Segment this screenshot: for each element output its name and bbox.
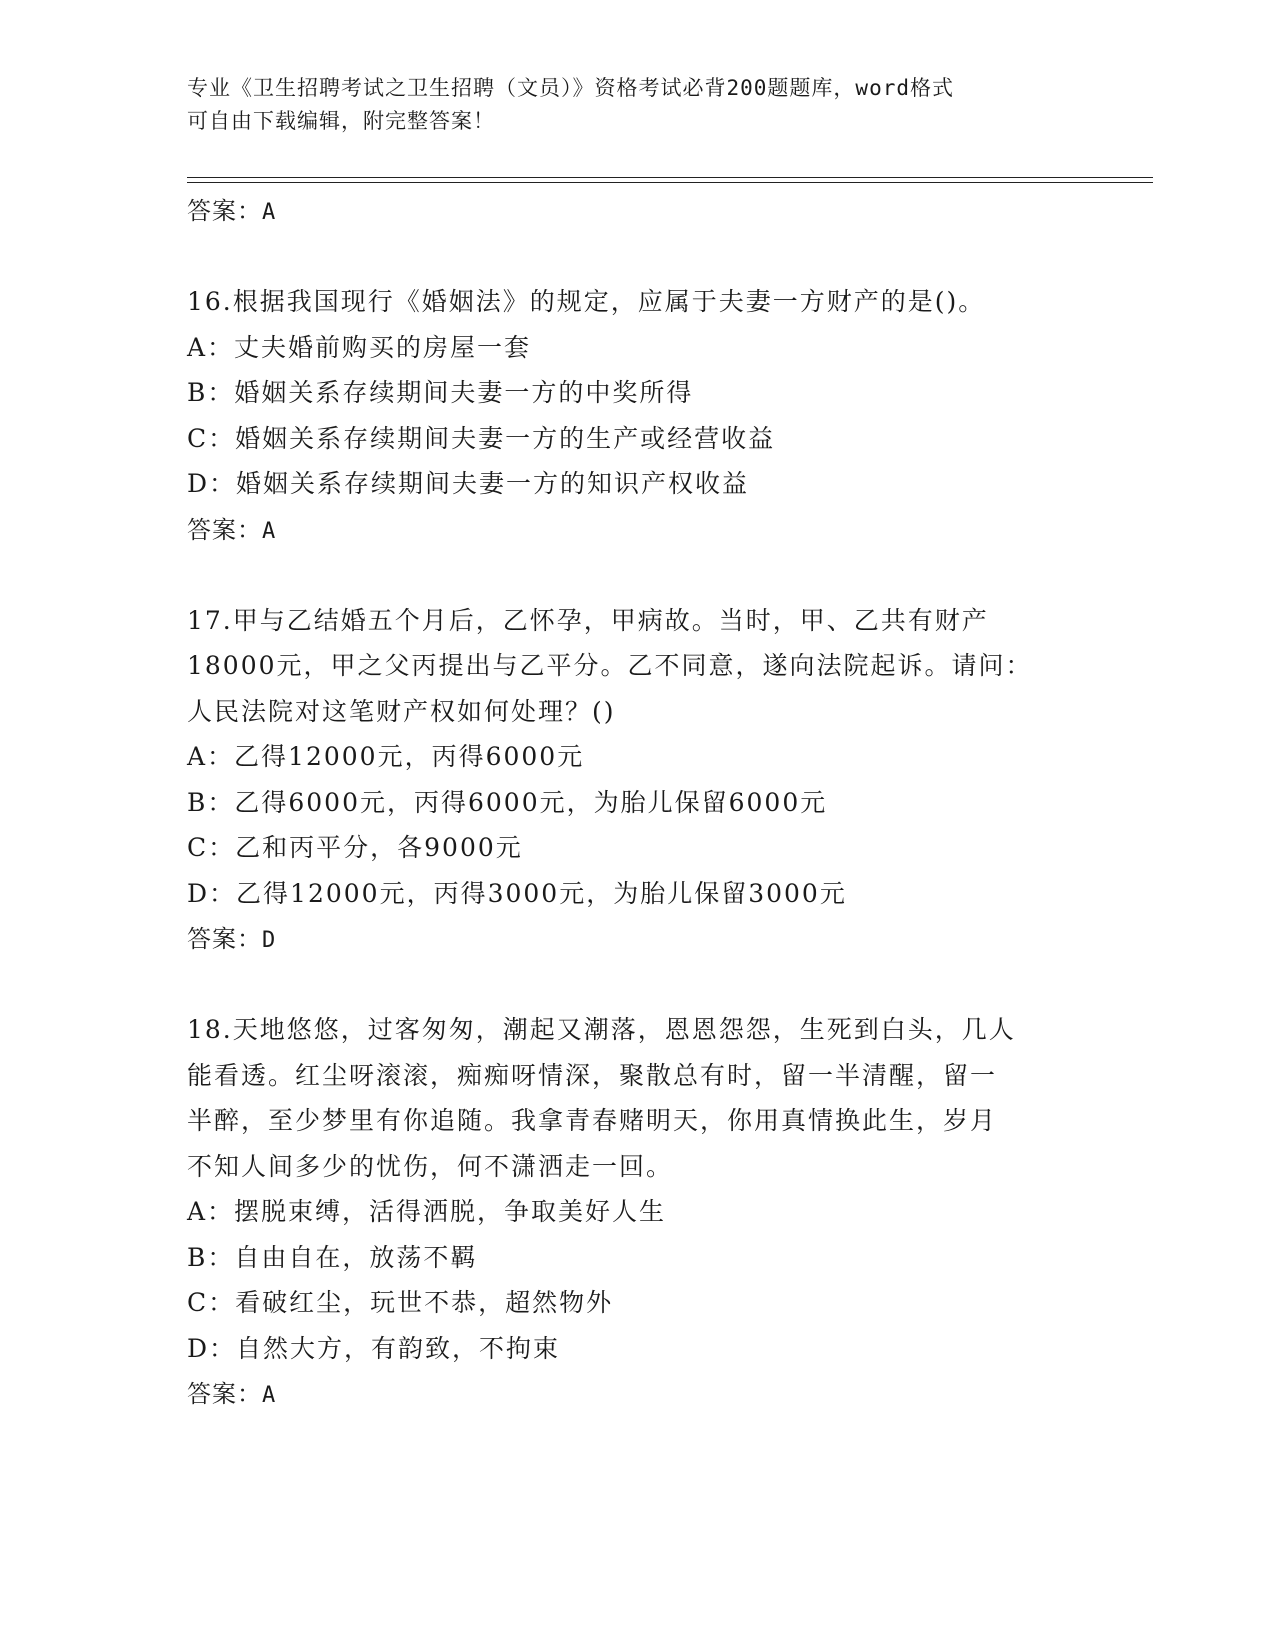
question-stem: 半醉，至少梦里有你追随。我拿青春赌明天，你用真情换此生，岁月 (187, 1106, 998, 1135)
option-d: D：婚姻关系存续期间夫妻一方的知识产权收益 (187, 469, 750, 498)
option-a: A：摆脱束缚，活得洒脱，争取美好人生 (187, 1197, 667, 1226)
question-gap (187, 553, 1087, 598)
option-b: B：自由自在，放荡不羁 (187, 1242, 478, 1272)
question-17 (187, 598, 1087, 963)
header-line-2: 可自由下载编辑，附完整答案！ (187, 109, 495, 133)
question-18 (187, 1007, 1087, 1417)
header-divider-bottom (187, 182, 1153, 183)
option-a: A：丈夫婚前购买的房屋一套 (187, 332, 532, 362)
option-b: B：乙得6000元，丙得6000元，为胎儿保留6000元 (187, 787, 828, 817)
question-stem: 16.根据我国现行《婚姻法》的规定，应属于夫妻一方财产的是()。 (187, 287, 986, 316)
answer-value: D (262, 928, 277, 953)
question-stem: 人民法院对这笔财产权如何处理？() (187, 696, 616, 726)
answer-line (187, 1371, 1087, 1417)
question-16 (187, 279, 1087, 553)
option-d: D：自然大方，有韵致，不拘束 (187, 1333, 561, 1363)
answer-line (187, 916, 1087, 962)
answer-label: 答案： (187, 515, 262, 544)
answer-value: A (262, 518, 277, 544)
question-stem: 18000元，甲之父丙提出与乙平分。乙不同意，遂向法院起诉。请问： (187, 651, 1033, 680)
answer-label: 答案： (187, 197, 262, 225)
question-gap (187, 962, 1087, 1007)
option-a: A：乙得12000元，丙得6000元 (187, 742, 585, 771)
question-stem: 17.甲与乙结婚五个月后，乙怀孕，甲病故。当时，甲、乙共有财产 (187, 605, 989, 635)
answer-line-15 (187, 188, 1087, 234)
option-c: C：看破红尘，玩世不恭，超然物外 (187, 1288, 614, 1317)
header-line-1: 专业《卫生招聘考试之卫生招聘（文员）》资格考试必背200题题库，word格式 (187, 76, 954, 100)
answer-value: A (262, 200, 277, 225)
option-b: B：婚姻关系存续期间夫妻一方的中奖所得 (187, 378, 694, 407)
answer-line (187, 507, 1087, 553)
answer-value: A (262, 1383, 277, 1408)
question-gap (187, 234, 1087, 279)
question-stem: 能看透。红尘呀滚滚，痴痴呀情深，聚散总有时，留一半清醒，留一 (187, 1060, 998, 1090)
option-d: D：乙得12000元，丙得3000元，为胎儿保留3000元 (187, 878, 847, 908)
answer-label: 答案： (187, 1380, 262, 1408)
option-c: C：婚姻关系存续期间夫妻一方的生产或经营收益 (187, 423, 776, 453)
question-stem: 不知人间多少的忧伤，何不潇洒走一回。 (187, 1151, 674, 1181)
document-body (187, 188, 1087, 1417)
answer-label: 答案： (187, 925, 262, 953)
header-divider-top (187, 177, 1153, 178)
option-c: C：乙和丙平分，各9000元 (187, 833, 523, 862)
question-stem: 18.天地悠悠，过客匆匆，潮起又潮落，恩恩怨怨，生死到白头，几人 (187, 1015, 1016, 1044)
document-header (187, 72, 1087, 138)
